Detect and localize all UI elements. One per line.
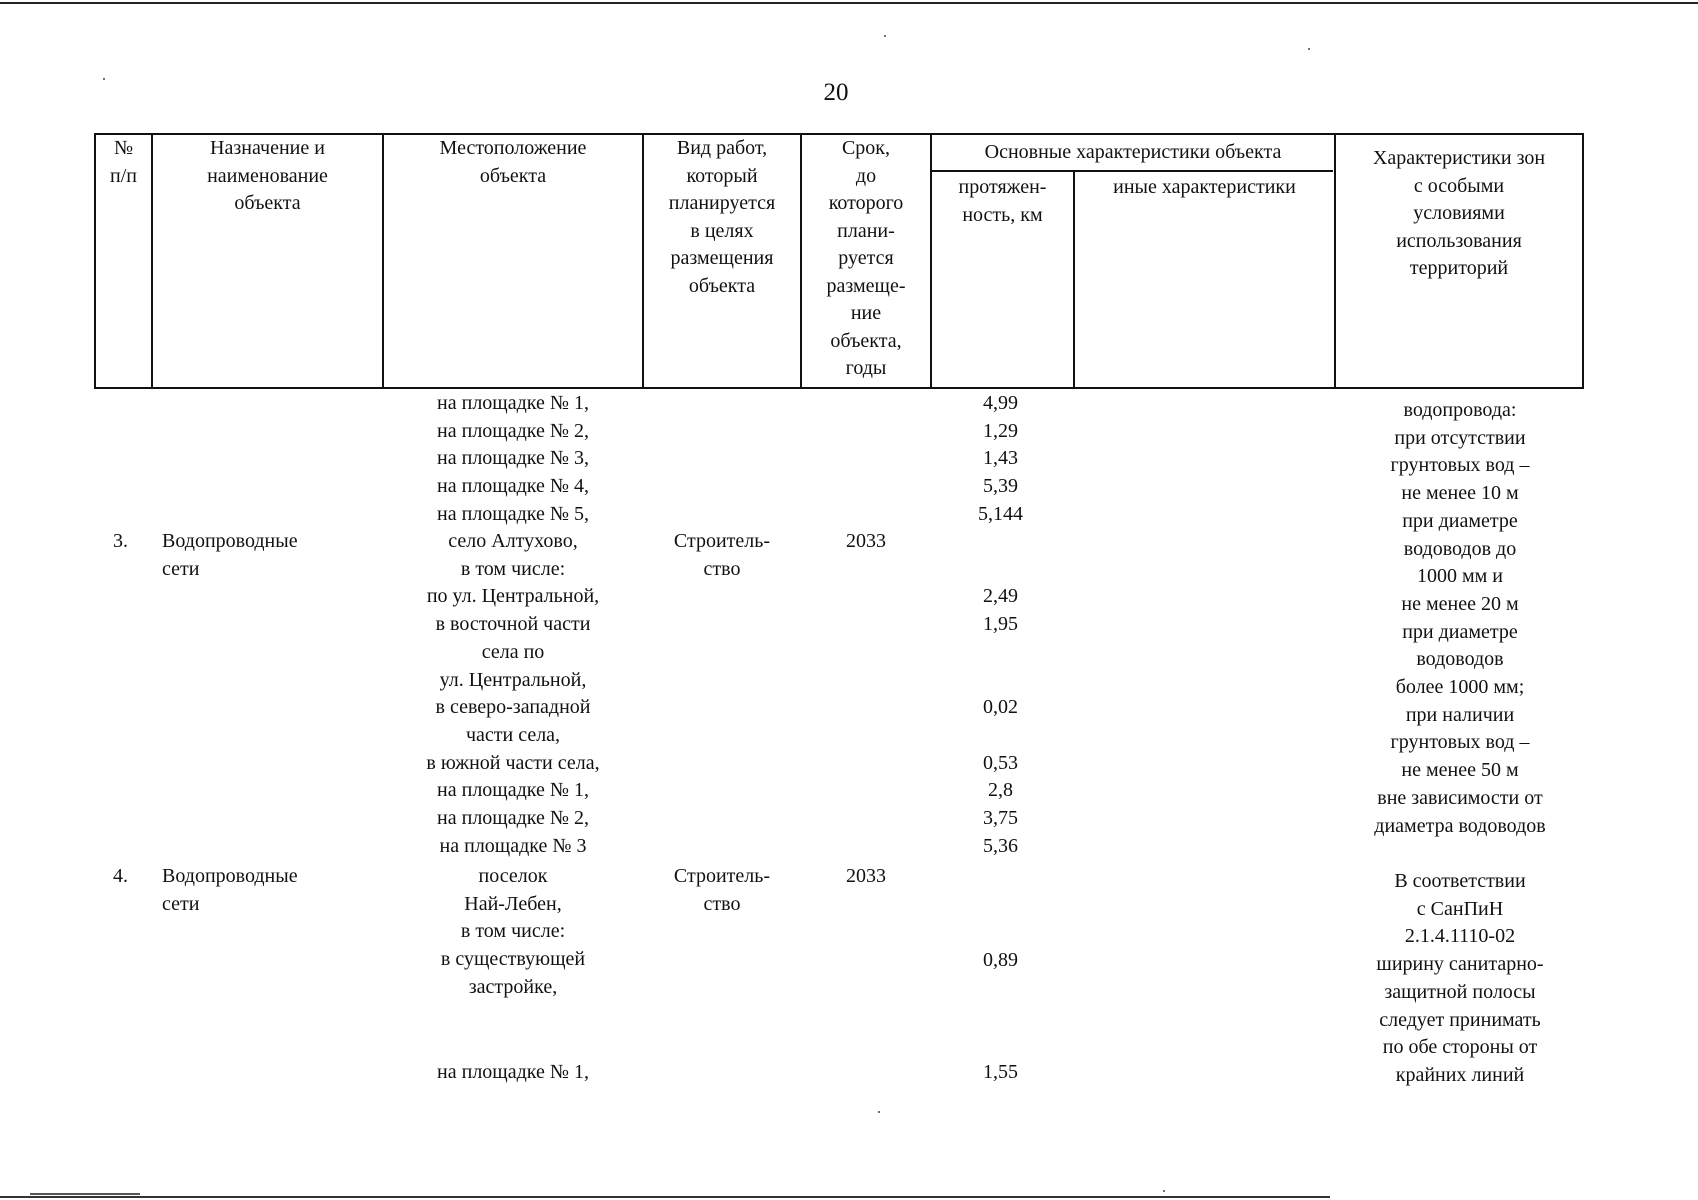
row4-name: Водопроводные сети	[162, 865, 298, 915]
header-col-number: № п/п	[110, 137, 137, 187]
scan-edge-bottom	[0, 1196, 1330, 1198]
scan-edge-top	[0, 2, 1698, 4]
col-divider	[930, 133, 932, 389]
row4-location-tail: на площадке № 1,	[437, 1061, 589, 1083]
scan-edge-bottom-left	[30, 1193, 140, 1195]
table-header	[94, 133, 1584, 389]
row4-work-type: Строитель- ство	[673, 865, 771, 915]
header-group-main-characteristics: Основные характеристики объекта	[984, 141, 1282, 163]
header-col-zones: Характеристики зон с особыми условиями использования территорий	[1372, 147, 1546, 279]
row4-location: поселок Най-Лебен, в том числе: в существующей застройке,	[440, 865, 586, 998]
row3-work-type: Строитель- ство	[673, 530, 771, 580]
row3-number: 3.	[113, 530, 128, 552]
header-col-location: Местоположение объекта	[439, 137, 587, 187]
scan-speck	[1308, 48, 1310, 50]
row3-term: 2033	[846, 530, 886, 552]
header-col-term: Срок, до которого плани- руется размеще- ние объекта, годы	[826, 137, 906, 379]
header-group-divider	[930, 170, 1333, 172]
row3-name: Водопроводные сети	[162, 530, 298, 580]
scan-speck	[878, 1111, 880, 1113]
scan-speck	[1163, 1190, 1165, 1192]
header-col-length: протяжен- ность, км	[958, 176, 1047, 226]
length-list-continued: 4,99 1,29 1,43 5,39 5,144	[978, 392, 1023, 525]
row4-term: 2033	[846, 865, 886, 887]
location-list-continued: на площадке № 1, на площадке № 2, на площадке № 3, на площадке № 4, на площадке № 5,	[437, 392, 589, 525]
scan-speck	[103, 78, 105, 80]
scan-speck	[884, 35, 886, 37]
zones-text-continued: водопровода: при отсутствии грунтовых вод – не менее 10 м при диаметре водоводов до 1000 мм и не менее 20 м при диаметре водоводов более 1000 мм; при наличии грунтовых вод – не менее 50 м вне зависимости от диаметра водоводов	[1374, 399, 1546, 837]
table-border-bottom	[94, 387, 1584, 389]
header-col-work-type: Вид работ, который планируется в целях размещения объекта	[668, 137, 776, 297]
row4-length-1: 0,89	[983, 949, 1018, 971]
header-col-name: Назначение и наименование объекта	[207, 137, 328, 214]
page-number: 20	[823, 79, 849, 106]
row4-zones: В соответствии с СанПиН 2.1.4.1110-02 ширину санитарно- защитной полосы следует принимать по обе стороны от крайних линий	[1376, 870, 1544, 1086]
row4-length-2: 1,55	[983, 1061, 1018, 1083]
row3-lengths: 2,49 1,95 0,02 0,53 2,8 3,75 5,36	[983, 585, 1018, 857]
row4-number: 4.	[113, 865, 128, 887]
row3-location: село Алтухово, в том числе: по ул. Центральной, в восточной части села по ул. Центральной, в северо-западной части села, в южной части села, на площадке № 1, на площадке № 2, на площадке № 3	[426, 530, 600, 857]
header-col-other-characteristics: иные характеристики	[1113, 176, 1296, 198]
col-divider	[1073, 170, 1075, 389]
col-divider	[1582, 133, 1584, 389]
